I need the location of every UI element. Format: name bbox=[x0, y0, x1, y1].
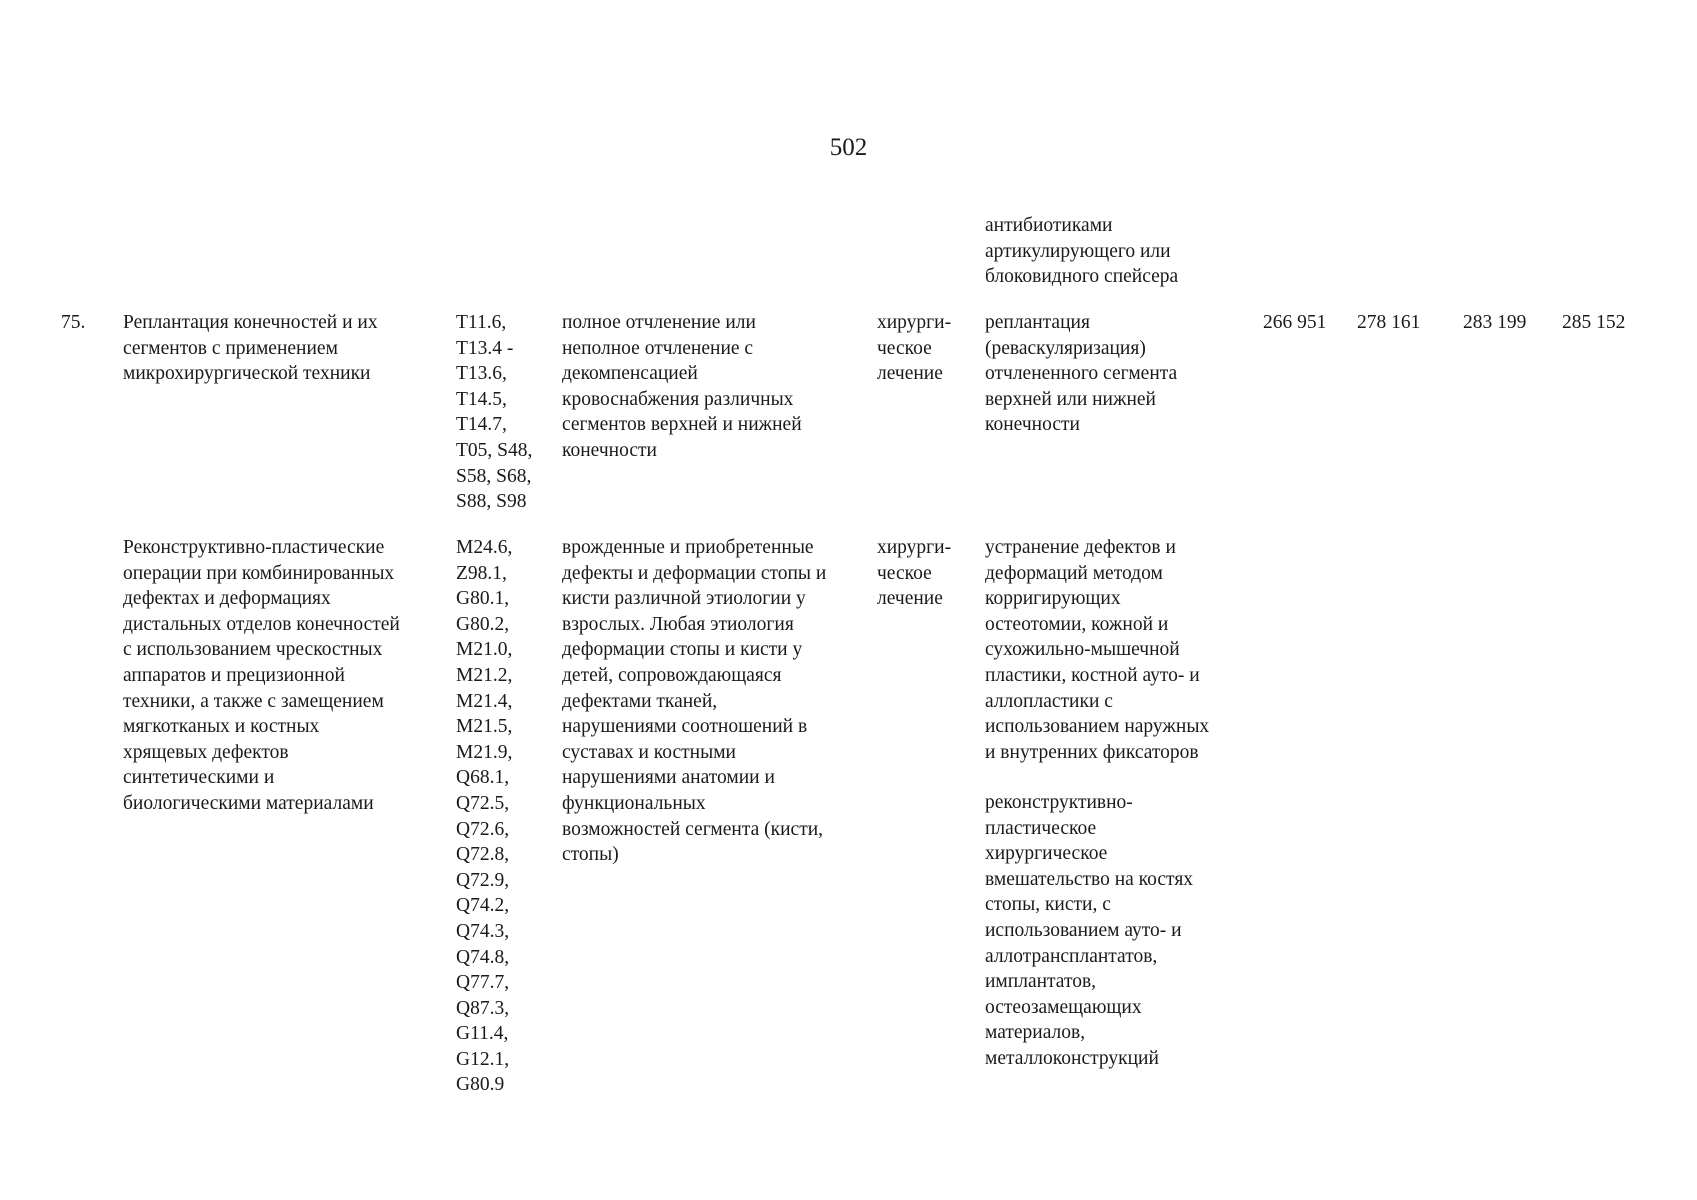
row-method: реплантация (реваскуляризация) отчлененного сегмента верхней или нижней конечности bbox=[985, 312, 1178, 436]
row-cost: 285 152 bbox=[1562, 312, 1626, 333]
row-name: Реконструктивно-пластические операции при комбинированных дефектах и деформациях дистальных отделов конечностей с использованием чрескостных аппаратов и прецизионной техники, а также с замещением мягкотканых и костных хрящевых дефектов синтетическими и биологическими материалами bbox=[123, 537, 400, 814]
row-method: реконструктивно- пластическое хирургическое вмешательство на костях стопы, кисти, с использованием ауто- и аллотрансплантатов, имплантатов, остеозамещающих материалов, металлоконструкций bbox=[985, 792, 1194, 1069]
row-cost: 278 161 bbox=[1357, 312, 1421, 333]
row-method: устранение дефектов и деформаций методом корригирующих остеотомии, кожной и сухожильно-мышечной пластики, костной ауто- и аллопластики с использованием наружных и внутренних фиксаторов bbox=[985, 537, 1210, 763]
row-index: 75. bbox=[61, 312, 86, 333]
row-codes: T11.6, T13.4 - T13.6, T14.5, T14.7, T05, S48, S58, S68, S88, S98 bbox=[456, 312, 533, 513]
row-codes: M24.6, Z98.1, G80.1, G80.2, M21.0, M21.2, M21.4, M21.5, M21.9, Q68.1, Q72.5, Q72.6, Q72.8, Q72.9, Q74.2, Q74.3, Q74.8, Q77.7, Q87.3, G11.4, G12.1, G80.9 bbox=[456, 537, 513, 1096]
row-cost: 283 199 bbox=[1463, 312, 1527, 333]
row-name: Реплантация конечностей и их сегментов с применением микрохирургической техники bbox=[123, 312, 378, 385]
row-treatment-type: хирурги- ческое лечение bbox=[877, 537, 952, 610]
carryover-method: антибиотиками артикулирующего или блоковидного спейсера bbox=[985, 215, 1179, 288]
row-patient-model: полное отчленение или неполное отчленение с декомпенсацией кровоснабжения различных сегментов верхней и нижней конечности bbox=[562, 312, 802, 461]
page-number: 502 bbox=[829, 134, 868, 161]
row-cost: 266 951 bbox=[1263, 312, 1327, 333]
row-patient-model: врожденные и приобретенные дефекты и деформации стопы и кисти различной этиологии у взрослых. Любая этиология деформации стопы и кисти у детей, сопровождающаяся дефектами тканей, нарушениями соотношений в суставах и костными нарушениями анатомии и функциональных возможностей сегмента (кисти, стопы) bbox=[562, 537, 827, 866]
row-treatment-type: хирурги- ческое лечение bbox=[877, 312, 952, 385]
